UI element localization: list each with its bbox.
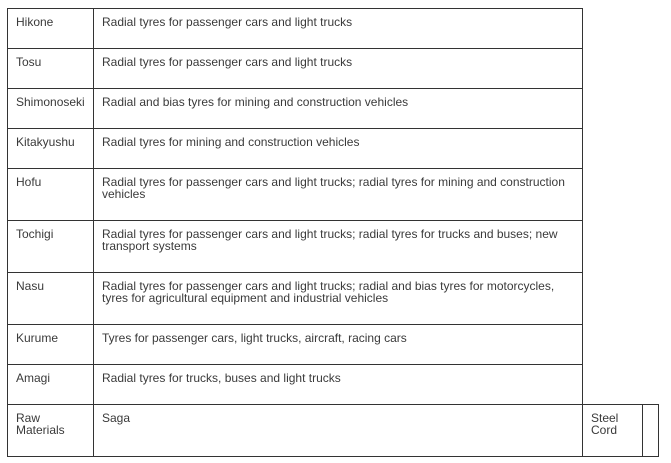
empty-cell [583,365,659,405]
table-row [8,365,659,405]
location-cell: Shimonoseki [8,89,94,129]
products-cell: Radial tyres for mining and construction vehicles [94,129,583,169]
products-cell: Radial tyres for passenger cars and light trucks; radial and bias tyres for motorcycles, tyres for agricultural equipment and industrial vehicles [94,273,583,325]
table-row [8,221,659,273]
empty-cell [583,89,659,129]
category-cell: Raw Materials [8,405,94,457]
table-row [8,325,659,365]
plants-table-container [7,8,659,457]
empty-cell [583,325,659,365]
products-cell: Radial and bias tyres for mining and construction vehicles [94,89,583,129]
empty-cell [583,9,659,49]
location-cell: Tochigi [8,221,94,273]
products-cell: Radial tyres for passenger cars and light trucks; radial tyres for mining and construction vehicles [94,169,583,221]
table-row [8,9,659,49]
products-cell: Radial tyres for passenger cars and light trucks [94,49,583,89]
location-cell: Kurume [8,325,94,365]
table-row [8,405,659,457]
location-cell: Nasu [8,273,94,325]
empty-cell [583,169,659,221]
location-cell: Hikone [8,9,94,49]
location-cell: Kitakyushu [8,129,94,169]
table-row [8,169,659,221]
plants-table [7,8,659,457]
products-cell: Radial tyres for trucks, buses and light trucks [94,365,583,405]
location-cell: Amagi [8,365,94,405]
table-row [8,49,659,89]
empty-cell [643,405,659,457]
location-cell: Tosu [8,49,94,89]
empty-cell [583,273,659,325]
empty-cell [583,221,659,273]
location-cell: Saga [94,405,583,457]
table-row [8,89,659,129]
table-row [8,273,659,325]
products-cell: Tyres for passenger cars, light trucks, aircraft, racing cars [94,325,583,365]
products-cell: Radial tyres for passenger cars and light trucks [94,9,583,49]
products-cell: Radial tyres for passenger cars and light trucks; radial tyres for trucks and buses; new transport systems [94,221,583,273]
location-cell: Hofu [8,169,94,221]
empty-cell [583,49,659,89]
table-row [8,129,659,169]
empty-cell [583,129,659,169]
product-cell: Steel Cord [583,405,643,457]
